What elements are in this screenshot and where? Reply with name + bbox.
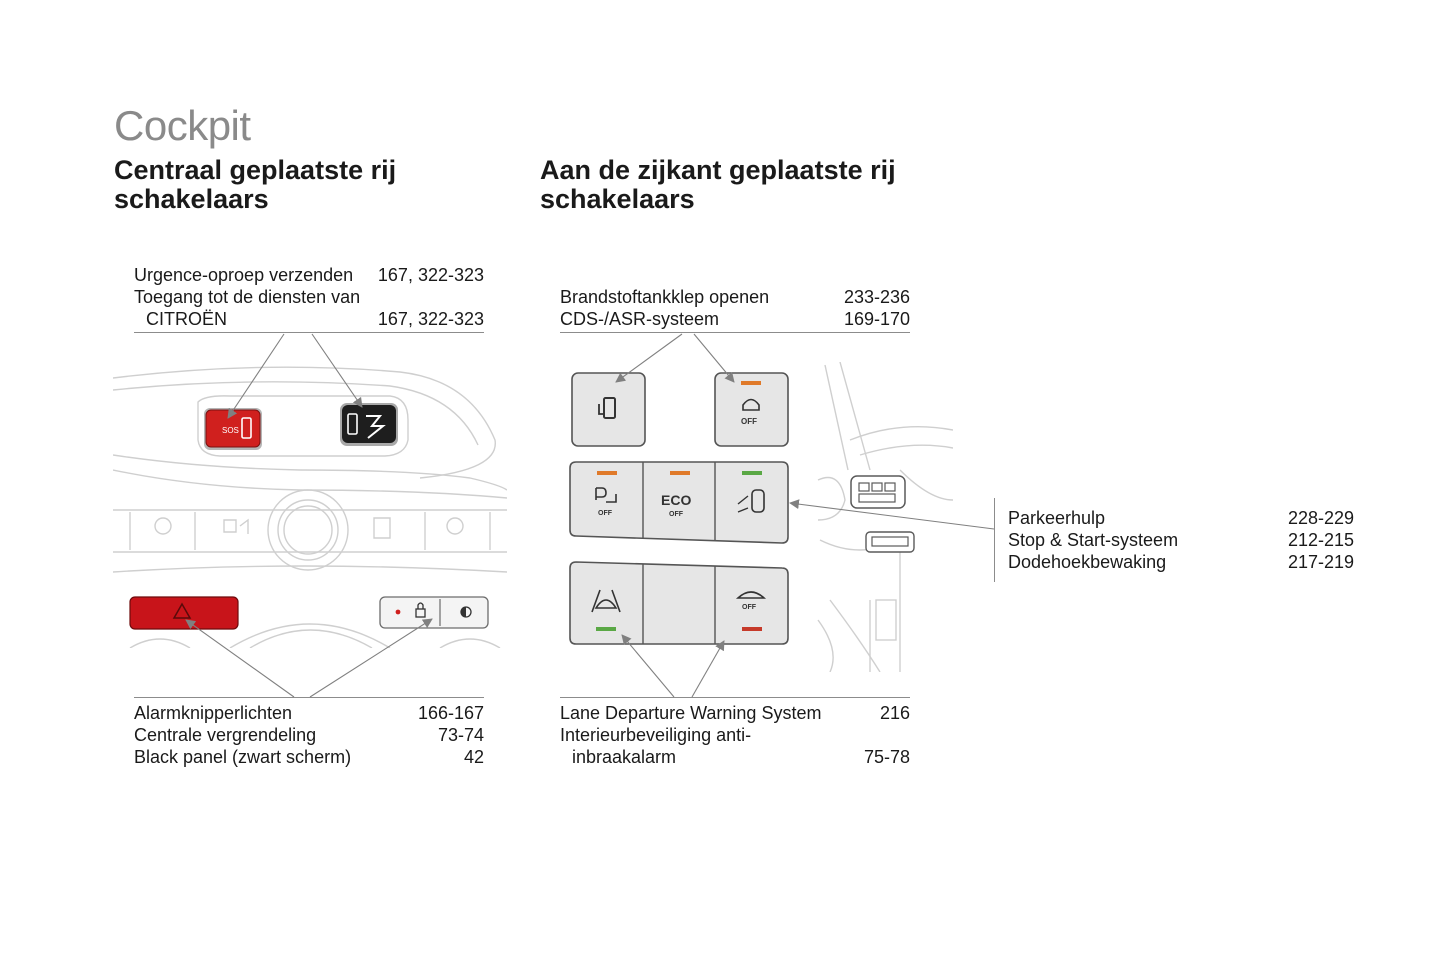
eco-label: ECO	[661, 492, 692, 508]
reference-pages: 228-229	[1287, 508, 1354, 528]
reference-label: Brandstoftankklep openen	[560, 287, 770, 307]
reference-label: Alarmknipperlichten	[134, 703, 293, 723]
blind-spot-led	[742, 471, 762, 475]
alarm-led	[742, 627, 762, 631]
left-section-heading: Centraal geplaatste rij schakelaars	[114, 155, 397, 214]
side-switch-cluster	[851, 476, 914, 552]
reference-pages: 75-78	[863, 747, 910, 767]
reference-label: Lane Departure Warning System	[560, 703, 822, 723]
fuel-flap-button[interactable]	[572, 373, 645, 446]
reference-pages: 216	[879, 703, 910, 723]
reference-label: Interieurbeveiliging anti-	[560, 725, 752, 745]
reference-pages: 167, 322-323	[377, 309, 484, 329]
reference-pages: 73-74	[437, 725, 484, 745]
reference-pages: 166-167	[417, 703, 484, 723]
right-section-heading: Aan de zijkant geplaatste rij schakelaars	[540, 155, 896, 214]
reference-pages: 169-170	[843, 309, 910, 329]
reference-label: Toegang tot de diensten van	[134, 287, 361, 307]
eco-off-label: OFF	[669, 511, 683, 518]
reference-label: inbraakalarm	[572, 747, 677, 767]
reference-pages: 217-219	[1287, 552, 1354, 572]
alarm-off-label: OFF	[742, 604, 756, 611]
reference-label: Black panel (zwart scherm)	[134, 747, 352, 767]
reference-label: Stop & Start-systeem	[1008, 530, 1179, 550]
reference-label: CDS-/ASR-systeem	[560, 309, 720, 329]
reference-label: Centrale vergrendeling	[134, 725, 317, 745]
lock-panel-buttons	[380, 597, 488, 628]
eco-led	[670, 471, 690, 475]
left-leader-lines	[186, 334, 432, 697]
chapter-title: Cockpit	[114, 102, 251, 149]
lane-departure-led	[596, 627, 616, 631]
sos-button[interactable]	[204, 408, 262, 450]
reference-label: Dodehoekbewaking	[1008, 552, 1167, 572]
cds-asr-button[interactable]	[715, 373, 788, 446]
sos-label: SOS	[222, 426, 239, 435]
reference-pages: 167, 322-323	[377, 265, 484, 285]
side-dashboard-sketch	[818, 362, 953, 672]
park-assist-led	[597, 471, 617, 475]
bottom-switch-row	[570, 562, 788, 644]
reference-label: Urgence-oproep verzenden	[134, 265, 354, 285]
park-off-label: OFF	[598, 510, 612, 517]
middle-switch-row	[570, 462, 788, 543]
reference-label: Parkeerhulp	[1008, 508, 1106, 528]
lock-led	[396, 610, 401, 615]
reference-pages: 233-236	[843, 287, 910, 307]
citroen-services-button[interactable]	[340, 403, 398, 446]
reference-pages: 212-215	[1287, 530, 1354, 550]
asr-led	[741, 381, 761, 385]
asr-off-label: OFF	[741, 417, 757, 426]
reference-label: CITROËN	[146, 309, 227, 329]
hazard-lights-button[interactable]	[130, 597, 238, 629]
reference-pages: 42	[463, 747, 484, 767]
